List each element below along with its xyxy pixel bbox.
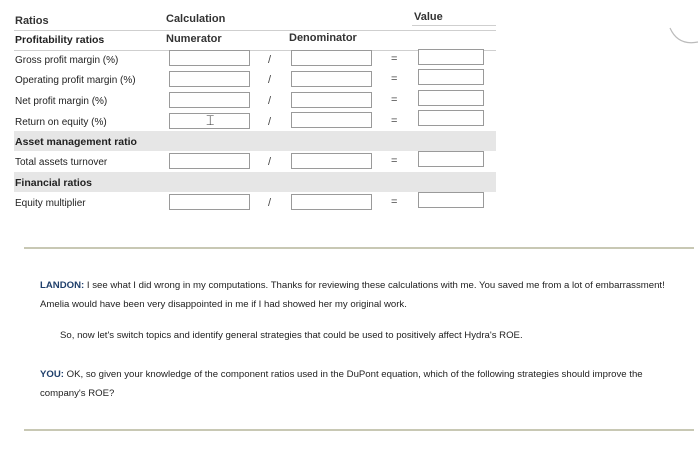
- divide-symbol: /: [268, 95, 272, 107]
- divide-symbol: /: [268, 197, 272, 209]
- value-header: Value: [414, 11, 443, 23]
- multiplier-value-input[interactable]: [418, 192, 484, 208]
- section-financial: Financial ratios: [15, 177, 93, 189]
- bottom-divider: [24, 429, 694, 431]
- equals-symbol: =: [391, 155, 398, 167]
- roe-denominator-input[interactable]: [291, 112, 372, 128]
- landon-text: I see what I did wrong in my computations. Thanks for reviewing these calculations with me. You saved me from a lot of embarrassment! Amelia would have been very disappointed in me if I had showed her my original work.: [40, 280, 665, 310]
- equals-symbol: =: [391, 115, 398, 127]
- turnover-denominator-input[interactable]: [291, 153, 372, 169]
- multiplier-numerator-input[interactable]: [169, 194, 250, 210]
- gross-numerator-input[interactable]: [169, 50, 250, 66]
- turnover-value-input[interactable]: [418, 151, 484, 167]
- ratios-header: Ratios: [15, 15, 49, 27]
- gross-denominator-input[interactable]: [291, 50, 372, 66]
- row-label-net-profit-margin: Net profit margin (%): [15, 96, 108, 107]
- divide-symbol: /: [268, 156, 272, 168]
- multiplier-denominator-input[interactable]: [291, 194, 372, 210]
- roe-value-input[interactable]: [418, 110, 484, 126]
- operating-denominator-input[interactable]: [291, 71, 372, 87]
- header-divider: [14, 30, 496, 31]
- operating-value-input[interactable]: [418, 69, 484, 85]
- equals-symbol: =: [391, 196, 398, 208]
- section-asset-management: Asset management ratio: [15, 136, 137, 148]
- numerator-header: Numerator: [166, 33, 222, 45]
- row-label-return-on-equity: Return on equity (%): [15, 117, 107, 128]
- net-value-input[interactable]: [418, 90, 484, 106]
- row-label-operating-profit-margin: Operating profit margin (%): [15, 75, 136, 86]
- divide-symbol: /: [268, 74, 272, 86]
- section-profitability: Profitability ratios: [15, 34, 105, 46]
- row-label-equity-multiplier: Equity multiplier: [15, 198, 86, 209]
- equals-symbol: =: [391, 73, 398, 85]
- denominator-header: Denominator: [289, 32, 357, 44]
- you-speaker: YOU:: [40, 369, 64, 380]
- equals-symbol: =: [391, 53, 398, 65]
- landon-speaker: LANDON:: [40, 280, 85, 291]
- net-numerator-input[interactable]: [169, 92, 250, 108]
- operating-numerator-input[interactable]: [169, 71, 250, 87]
- turnover-numerator-input[interactable]: [169, 153, 250, 169]
- gross-value-input[interactable]: [418, 49, 484, 65]
- divide-symbol: /: [268, 116, 272, 128]
- equals-symbol: =: [391, 94, 398, 106]
- you-text: OK, so given your knowledge of the component ratios used in the DuPont equation, which of the following strategies should improve the company's ROE?: [40, 369, 643, 399]
- text-cursor-icon: ⌶: [206, 113, 215, 129]
- section-divider: [24, 247, 694, 249]
- divide-symbol: /: [268, 54, 272, 66]
- net-denominator-input[interactable]: [291, 92, 372, 108]
- landon-message: [40, 276, 688, 314]
- corner-curve-icon: [668, 26, 700, 48]
- landon-message-2: So, now let's switch topics and identify general strategies that could be used to positively affect Hydra's ROE.: [60, 330, 523, 341]
- row-label-gross-profit-margin: Gross profit margin (%): [15, 55, 119, 66]
- you-message: [40, 365, 688, 403]
- calculation-header: Calculation: [166, 13, 226, 25]
- value-header-underline: [412, 25, 496, 26]
- row-label-total-assets-turnover: Total assets turnover: [15, 157, 108, 168]
